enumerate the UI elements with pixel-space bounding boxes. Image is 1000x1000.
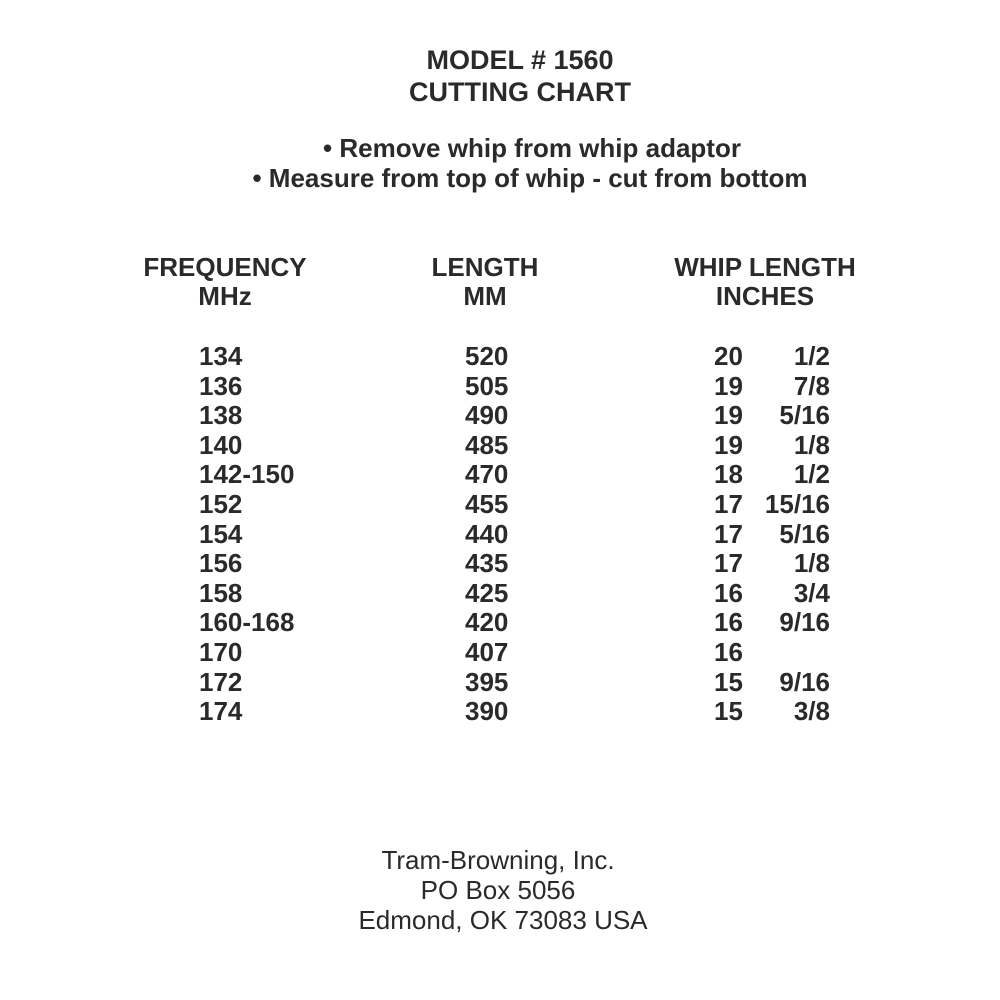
whip-inches-cell: 15 xyxy=(714,696,743,727)
whip-inches-cell: 18 xyxy=(714,459,743,490)
table-row xyxy=(0,341,1000,371)
table-row xyxy=(0,696,1000,726)
whip-inches-cell: 15 xyxy=(714,666,743,697)
length-cell: 435 xyxy=(465,548,509,579)
frequency-cell: 140 xyxy=(199,429,243,460)
instruction-item: • Remove whip from whip adaptor xyxy=(323,133,741,163)
table-row xyxy=(0,548,1000,578)
frequency-cell: 136 xyxy=(199,370,243,401)
table-row xyxy=(0,459,1000,489)
frequency-cell: 160-168 xyxy=(199,607,295,638)
model-number: MODEL # 1560 xyxy=(426,45,614,75)
table-row xyxy=(0,667,1000,697)
whip-fraction-cell: 1/2 xyxy=(793,459,830,490)
whip-inches-cell: 20 xyxy=(714,341,743,371)
whip-fraction-cell: 3/4 xyxy=(793,577,830,608)
whip-fraction-cell: 5/16 xyxy=(779,518,830,549)
length-cell: 520 xyxy=(465,341,509,371)
whip-fraction-cell: 15/16 xyxy=(764,488,830,519)
table-row xyxy=(0,637,1000,667)
length-cell: 390 xyxy=(465,696,509,727)
whip-inches-cell: 16 xyxy=(714,577,743,608)
frequency-cell: 172 xyxy=(199,666,243,697)
table-row xyxy=(0,489,1000,519)
instruction-item: • Measure from top of whip - cut from bottom xyxy=(252,163,808,193)
whip-fraction-cell: 1/2 xyxy=(793,341,830,371)
whip-fraction-cell: 9/16 xyxy=(779,666,830,697)
instructions xyxy=(0,133,1000,193)
frequency-cell: 134 xyxy=(199,341,243,371)
length-cell: 425 xyxy=(465,577,509,608)
city-state-zip: Edmond, OK 73083 USA xyxy=(358,905,648,935)
column-header-whip-length xyxy=(655,253,875,311)
frequency-cell: 158 xyxy=(199,577,243,608)
column-header-unit: MM xyxy=(463,281,507,311)
column-header-frequency xyxy=(130,253,320,311)
whip-inches-cell: 19 xyxy=(714,370,743,401)
whip-fraction-cell: 7/8 xyxy=(793,370,830,401)
length-cell: 407 xyxy=(465,636,509,667)
frequency-cell: 170 xyxy=(199,636,243,667)
length-cell: 395 xyxy=(465,666,509,697)
whip-fraction-cell: 3/8 xyxy=(793,696,830,727)
length-cell: 505 xyxy=(465,370,509,401)
whip-fraction-cell: 5/16 xyxy=(779,400,830,431)
length-cell: 440 xyxy=(465,518,509,549)
whip-fraction-cell: 1/8 xyxy=(793,429,830,460)
table-row xyxy=(0,400,1000,430)
chart-name: CUTTING CHART xyxy=(409,77,631,107)
whip-inches-cell: 16 xyxy=(714,607,743,638)
column-header-label: WHIP LENGTH xyxy=(674,252,856,282)
length-cell: 485 xyxy=(465,429,509,460)
column-header-length xyxy=(410,253,560,311)
frequency-cell: 138 xyxy=(199,400,243,431)
frequency-cell: 152 xyxy=(199,488,243,519)
whip-inches-cell: 17 xyxy=(714,488,743,519)
frequency-cell: 154 xyxy=(199,518,243,549)
whip-fraction-cell: 1/8 xyxy=(793,548,830,579)
column-header-label: LENGTH xyxy=(431,252,539,282)
whip-inches-cell: 17 xyxy=(714,548,743,579)
whip-inches-cell: 16 xyxy=(714,636,743,667)
length-cell: 470 xyxy=(465,459,509,490)
table-row xyxy=(0,430,1000,460)
length-cell: 490 xyxy=(465,400,509,431)
column-header-label: FREQUENCY xyxy=(143,252,307,282)
whip-fraction-cell: 9/16 xyxy=(779,607,830,638)
table-row xyxy=(0,519,1000,549)
length-cell: 420 xyxy=(465,607,509,638)
po-box: PO Box 5056 xyxy=(420,875,576,905)
company-name: Tram-Browning, Inc. xyxy=(381,845,615,875)
chart-table-body xyxy=(0,341,1000,726)
frequency-cell: 174 xyxy=(199,696,243,727)
company-address xyxy=(0,845,1000,935)
table-row xyxy=(0,607,1000,637)
chart-title xyxy=(0,44,1000,108)
frequency-cell: 142-150 xyxy=(199,459,295,490)
whip-inches-cell: 17 xyxy=(714,518,743,549)
column-header-unit: INCHES xyxy=(715,281,815,311)
whip-inches-cell: 19 xyxy=(714,400,743,431)
whip-inches-cell: 19 xyxy=(714,429,743,460)
table-row xyxy=(0,578,1000,608)
length-cell: 455 xyxy=(465,488,509,519)
frequency-cell: 156 xyxy=(199,548,243,579)
table-row xyxy=(0,371,1000,401)
column-header-unit: MHz xyxy=(198,281,252,311)
